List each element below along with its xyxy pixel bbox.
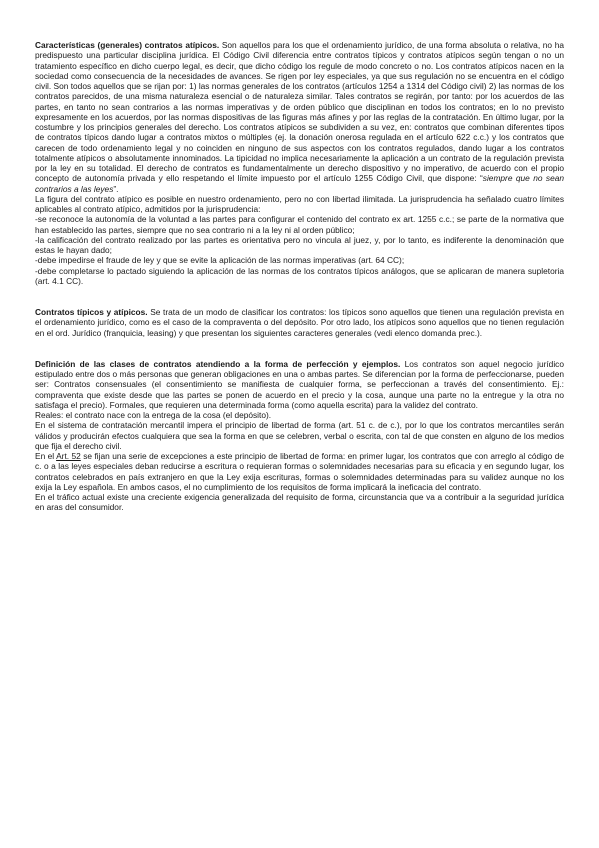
- limit-item: -se reconoce la autonomía de la voluntad a las partes para configurar el contenido del contrato ex art. 1255 c.c.; se parte de la normativa que han establecido las partes, siempre que no sea contrario ni a la ley ni al orden público;: [35, 214, 564, 235]
- limit-item: -debe impedirse el fraude de ley y que se evite la aplicación de las normas imperativas (art. 64 CC);: [35, 255, 405, 266]
- section-spacer: [35, 286, 564, 307]
- limit-item: -la calificación del contrato realizado por las partes es orientativa pero no vincula al juez, y, por lo tanto, es indiferente la denominación que estas le hayan dado;: [35, 234, 564, 255]
- mercantile-freedom-paragraph: En el sistema de contratación mercantil impera el principio de libertad de forma (art. 51 c. de c.), por lo que los contratos mercantiles serán válidos y producirán efectos cualquiera que sea la forma en que se celebren, verbal o escrita, con tal de que consten en alguno de los medios que fija el derecho civil.: [35, 420, 564, 451]
- heading-characteristics: Características (generales) contratos atípicos.: [35, 40, 220, 50]
- article-52-paragraph: [35, 451, 564, 492]
- atypical-characteristics-paragraph: [35, 40, 564, 194]
- article-1255-quote: siempre que no sean contrarios a las leyes: [35, 173, 564, 194]
- heading-typical-atypical: Contratos típicos y atípicos.: [35, 307, 148, 317]
- atypical-figure-paragraph: La figura del contrato atípico es posible en nuestro ordenamiento, pero no con libertad ilimitada. La jurisprudencia ha señalado cuatro límites aplicables al contrato atípico, admitidos por la jurisprudencia:: [35, 193, 564, 214]
- contract-forms-body: Los contratos son aquel negocio jurídico estipulado entre dos o más personas que generan obligaciones en una o ambas partes. Se diferencian por la forma de perfeccionarse, pueden ser: Contratos consensuales (el consentimiento se manifiesta de cualquier forma, se perfeccionan a través del consentimiento. Ej.: compraventa que existe desde que las partes se ponen de acuerdo en el precio y la cosa, aunque una parte no la entregue y la otra no satisfaga el precio). Formales, que requieren una determinada forma (como aquella escrita) para la validez del contrato.: [35, 358, 564, 410]
- quote-end: ”.: [113, 183, 119, 194]
- real-contracts-paragraph: Reales: el contrato nace con la entrega de la cosa (el depósito).: [35, 410, 272, 420]
- section-spacer: [35, 338, 564, 359]
- typical-atypical-paragraph: [35, 307, 564, 338]
- typical-atypical-body: Se trata de un modo de clasificar los contratos: los típicos sono aquellos que tienen una regulación prevista en el ordenamiento jurídico, como es el caso de la compraventa o del depósito. Por otro lado, los atípicos sono aquellos que no tienen regulación en el ord. Jurídico (franquicia, leasing) y que presentan los siguientes caracteres generales (vedi elenco domanda prec.).: [35, 307, 564, 338]
- limit-item: -debe completarse lo pactado siguiendo la aplicación de las normas de los contratos típicos análogos, que se aplicaran de manera supletoria (art. 4.1 CC).: [35, 265, 564, 286]
- article-52-body: se fijan una serie de excepciones a este principio de libertad de forma: en primer lugar, los contratos que con arreglo al código de c. o a las leyes especiales deban reducirse a escritura o requieran formas o solemnidades necesarias para su eficacia y en segundo lugar, los contratos celebrados en país extranjero en que la Ley exija escrituras, formas o solemnidades determinadas para su validez aunque no los exija la Ley española. En ambos casos, el no cumplimiento de los requisitos de forma implicará la ineficacia del contrato.: [35, 451, 564, 492]
- document-page: [35, 40, 564, 513]
- article-52-pre: En el: [35, 451, 57, 461]
- heading-contract-forms: Definición de las clases de contratos atendiendo a la forma de perfección y ejemplos.: [35, 358, 401, 369]
- contract-forms-paragraph: [35, 359, 564, 410]
- characteristics-body: Son aquellos para los que el ordenamiento jurídico, de una forma absoluta o relativa, no ha predispuesto una particular disciplina jurídica. El Código Civil diferencia entre contratos típicos y contratos atípicos según tengan o no un tratamiento específico en dicho cuerpo legal, es decir, que dicho código los regule de modo concreto o no. Los contratos atípicos nacen en la sociedad como consecuencia de la necesidades de avances. Se rigen por ley especiales, ya que sus regulación no se encuentra en el código civil. Son todos aquellos que se rijan por: 1) las normas generales de los contratos (artículos 1254 a 1314 del Código civil) 2) las normas de los contratos parecidos, de una misma naturaleza esencial o de naturaleza similar. Tales contratos se regirán, por tanto: por los acuerdos de las partes, en tanto no sean contrarios a las normas imperativas y de orden público que disciplinan en todos los contratos; en lo no previsto expresamente en los acuerdos, por las normas dispositivas de las figuras más afines y por las reglas de la contratación. En último lugar, por la costumbre y los principios generales del derecho. Los contratos atípicos se subdividen a su vez, en: contratos que combinan diferentes tipos de contratos típicos dando lugar a contratos mixtos o múltiples (ej. la donación onerosa regulada en el artículo 622 c.c.) y los contratos que carecen de todo ordenamiento legal y no coinciden en ninguno de sus aspectos con los contratos regulados, dando lugar a los contratos totalmente atípicos o absolutamente innominados. La tipicidad no implica necesariamente la aplicación a un contrato de la regulación prevista por la ley en su totalidad. El derecho de contratos es fundamentalmente un derecho dispositivo y no imperativo, de acuerdo con el propio concepto de autonomía privada y ello respetando el límite impuesto por el artículo 1255 Código Civil, que dispone: “: [35, 40, 565, 184]
- article-52-link[interactable]: Art. 52: [56, 451, 81, 461]
- form-requirement-paragraph: En el tráfico actual existe una creciente exigencia generalizada del requisito de forma, circunstancia que va a contribuir a la seguridad jurídica en aras del consumidor.: [35, 492, 564, 513]
